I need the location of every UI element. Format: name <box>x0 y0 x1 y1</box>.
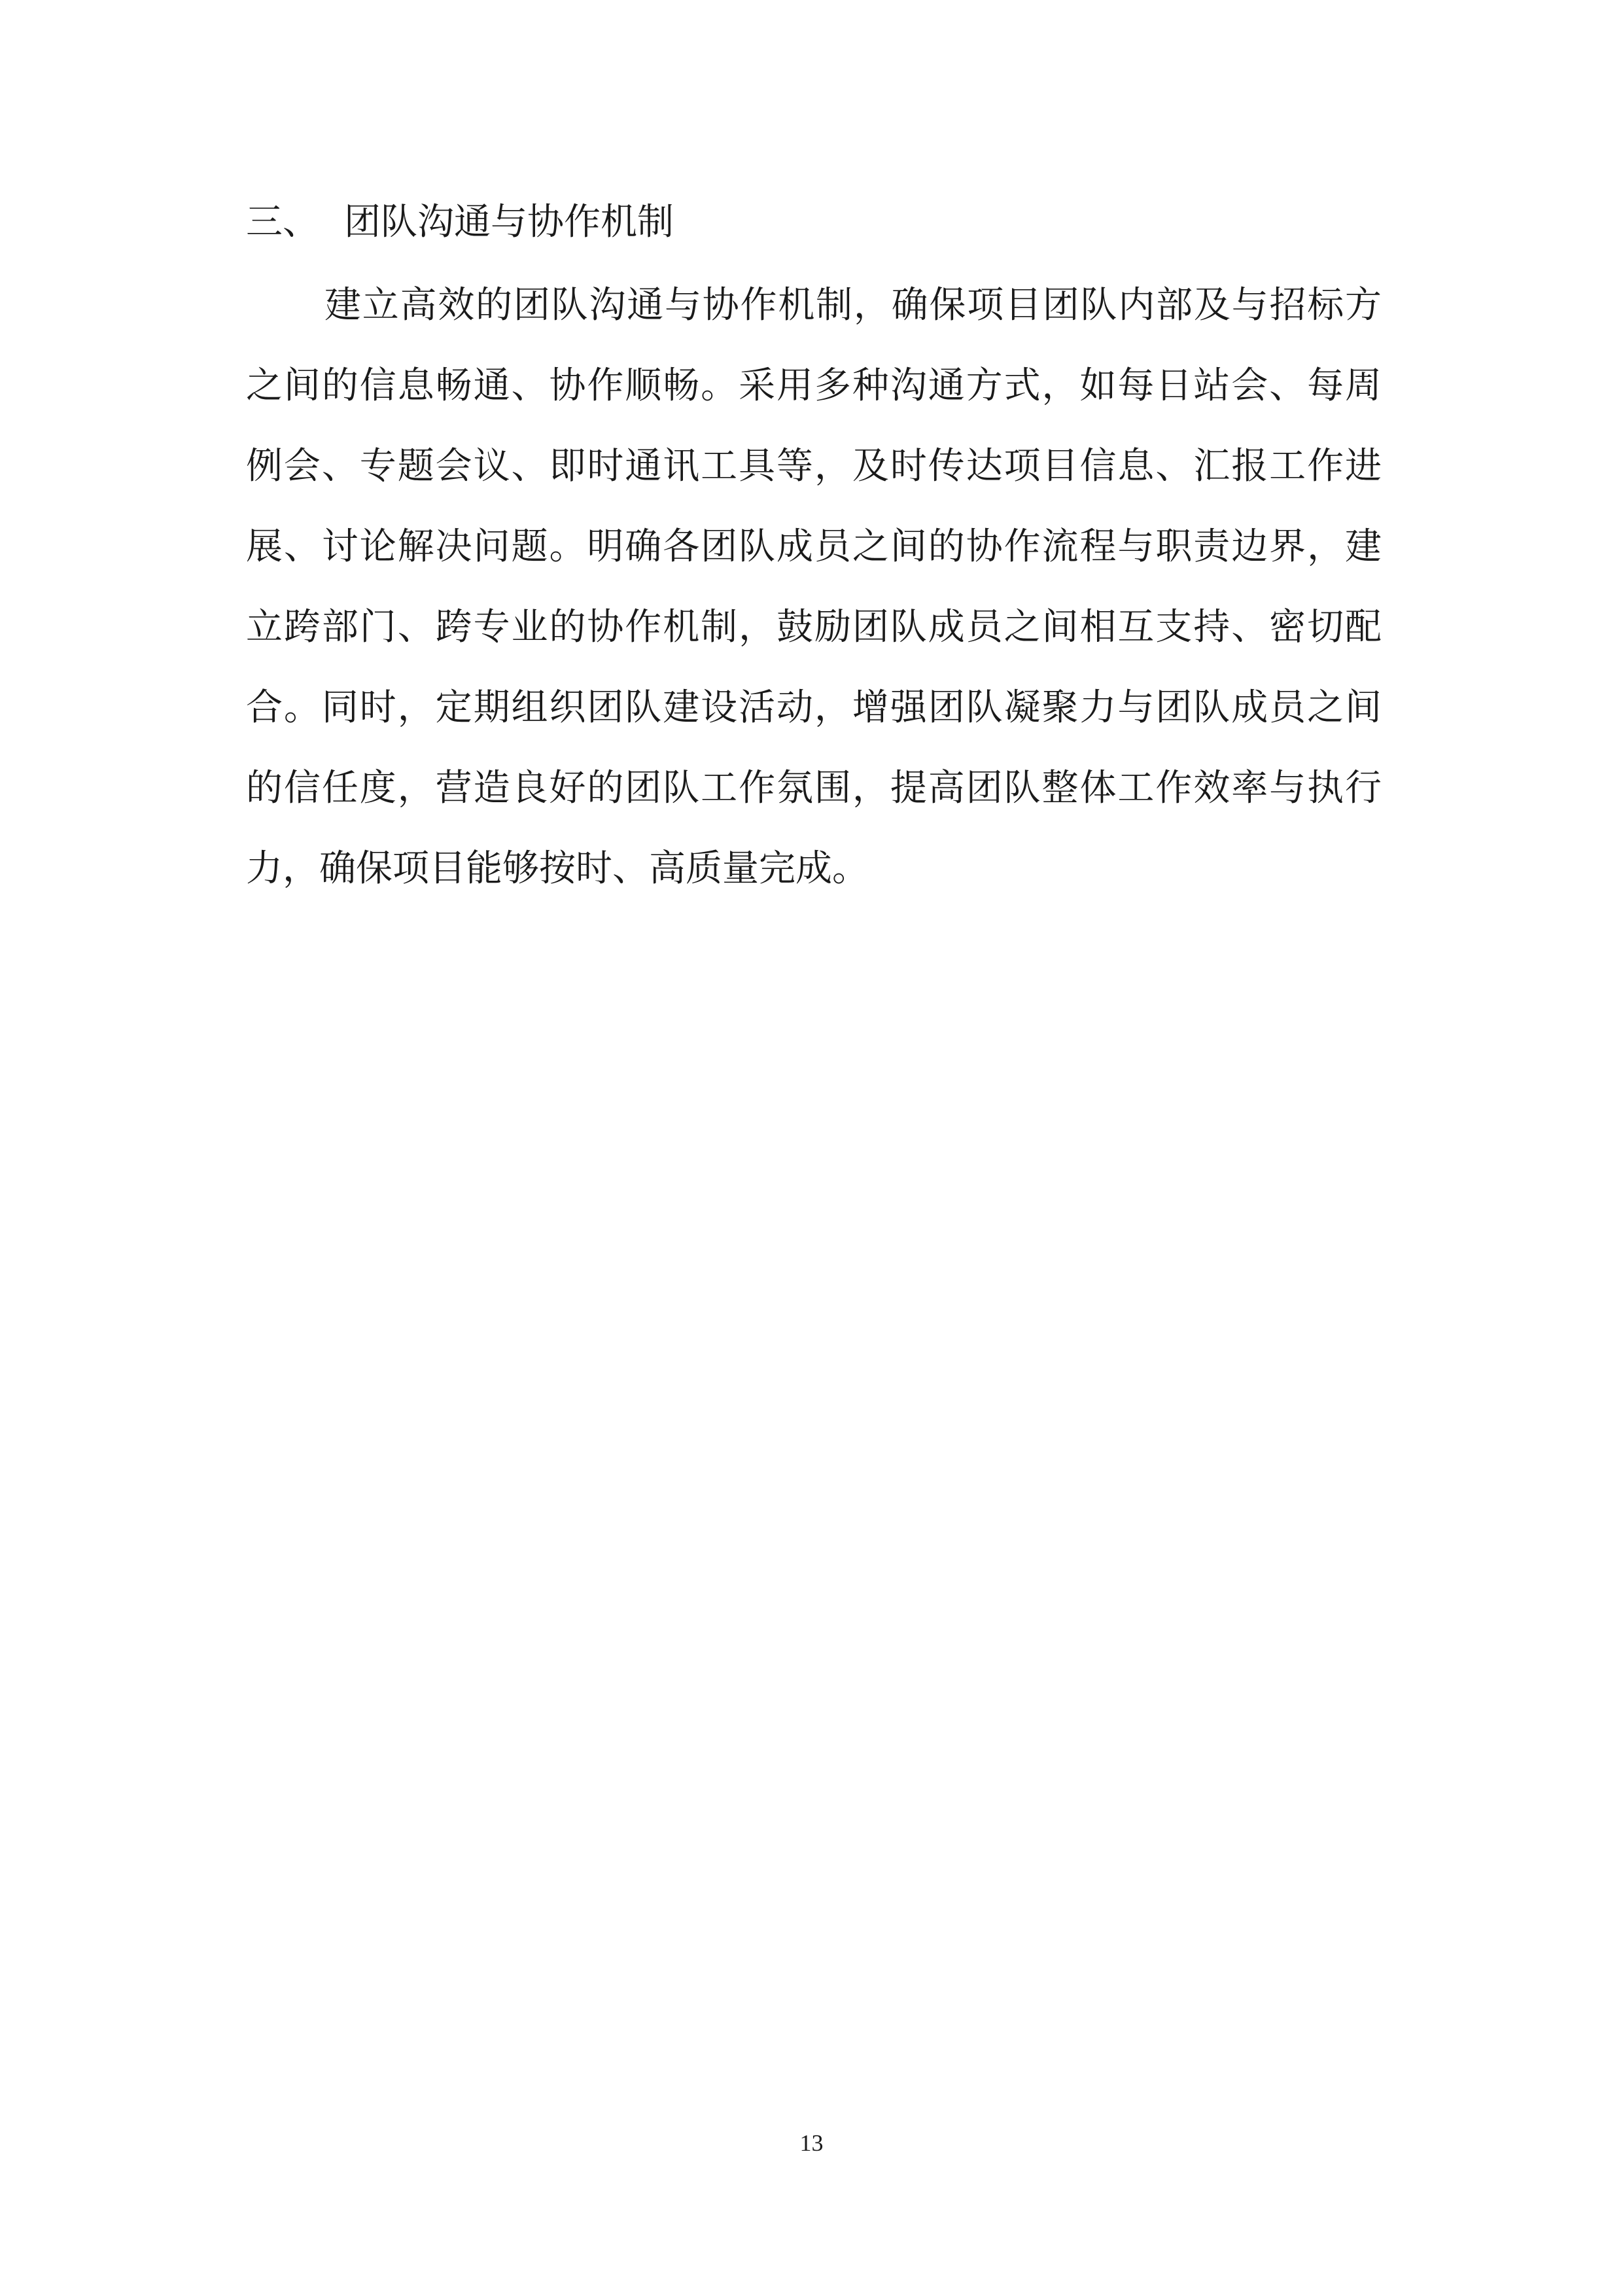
paragraph-line: 之间的信息畅通、协作顺畅。采用多种沟通方式，如每日站会、每周 <box>246 364 1382 407</box>
section-number: 三、 <box>246 201 319 243</box>
paragraph-line: 的信任度，营造良好的团队工作氛围，提高团队整体工作效率与执行 <box>246 767 1382 809</box>
page-number: 13 <box>799 2130 824 2156</box>
paragraph-line: 力，确保项目能够按时、高质量完成。 <box>246 847 869 890</box>
section-heading <box>246 196 674 249</box>
paragraph-line: 例会、专题会议、即时通讯工具等，及时传达项目信息、汇报工作进 <box>246 445 1382 487</box>
body-paragraph <box>246 265 1382 909</box>
paragraph-line: 展、讨论解决问题。明确各团队成员之间的协作流程与职责边界，建 <box>246 525 1382 568</box>
paragraph-line: 合。同时，定期组织团队建设活动，增强团队凝聚力与团队成员之间 <box>246 686 1382 729</box>
paragraph-line: 建立高效的团队沟通与协作机制，确保项目团队内部及与招标方 <box>324 284 1382 327</box>
section-title: 团队沟通与协作机制 <box>344 201 674 243</box>
paragraph-line: 立跨部门、跨专业的协作机制，鼓励团队成员之间相互支持、密切配 <box>246 606 1382 648</box>
